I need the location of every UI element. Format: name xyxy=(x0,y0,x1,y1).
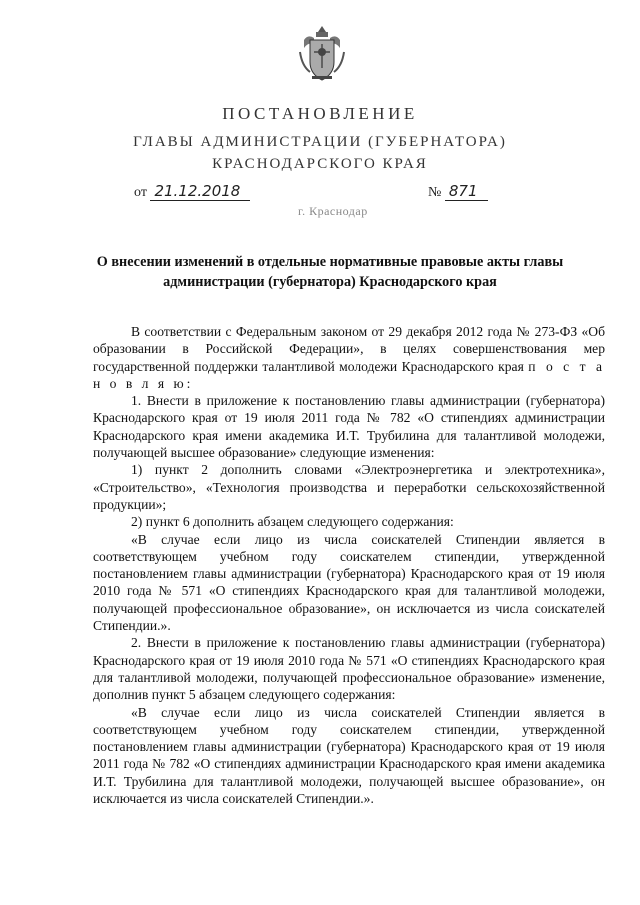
city-label: г. Краснодар xyxy=(298,204,368,218)
document-body xyxy=(93,323,605,807)
heading-line-1: О внесении изменений в отдельные нормативные правовые акты главы xyxy=(96,254,564,270)
heading-line-2: администрации (губернатора) Краснодарского края xyxy=(163,274,497,290)
date-prefix: от xyxy=(134,185,147,200)
issuer-line-2: КРАСНОДАРСКОГО КРАЯ xyxy=(212,156,428,172)
date-line xyxy=(134,182,250,201)
document-heading xyxy=(60,252,600,292)
paragraph-subitem-2: 2) пункт 6 дополнить абзацем следующего содержания: xyxy=(131,514,454,530)
number-prefix: № xyxy=(428,185,442,200)
preamble-text: В соответствии с Федеральным законом от 29 декабря 2012 года № 273-ФЗ «Об образовании в Российской Федерации», в целях совершенствования мер государственной поддержки талантливой молодежи Краснодарского края xyxy=(93,324,605,374)
coat-of-arms-icon xyxy=(296,22,348,84)
date-value: 21.12.2018 xyxy=(150,182,250,201)
issuer-line-1: ГЛАВЫ АДМИНИСТРАЦИИ (ГУБЕРНАТОРА) xyxy=(133,134,507,150)
number-value: 871 xyxy=(445,182,488,201)
paragraph-item-2: 2. Внести в приложение к постановлению главы администрации (губернатора) Краснодарского края от 19 июля 2010 года № 571 «О стипендиях Краснодарского края для талантливой молодежи, получающей профессиональное образование» изменение, дополнив пункт 5 абзацем следующего содержания: xyxy=(93,635,605,703)
decree-word: п о с т а н о в л я ю: xyxy=(93,358,605,391)
number-line xyxy=(428,182,488,201)
document-type-title: ПОСТАНОВЛЕНИЕ xyxy=(222,104,418,123)
paragraph-quote-1: «В случае если лицо из числа соискателей Стипендии является в соответствующем учебном году соискателем стипендии, утвержденной постановлением главы администрации (губернатора) Краснодарского края от 19 июля 2010 года № 571 «О стипендиях Краснодарского края для талантливой молодежи, получающей профессиональное образование», он исключается из числа соискателей Стипендии.». xyxy=(93,531,605,634)
paragraph-quote-2: «В случае если лицо из числа соискателей Стипендии является в соответствующем учебном году соискателем стипендии, утвержденной постановлением главы администрации (губернатора) Краснодарского края от 19 июля 2011 года № 782 «О стипендиях администрации Краснодарского края имени академика И.Т. Трубилина для талантливой молодежи, получающей высшее образование», он исключается из числа соискателей Стипендии.». xyxy=(93,704,605,807)
paragraph-preamble xyxy=(93,323,605,392)
paragraph-subitem-1: 1) пункт 2 дополнить словами «Электроэнергетика и электротехника», «Строительство», «Технология производства и переработки сельскохозяйственной продукции»; xyxy=(93,462,605,512)
paragraph-item-1: 1. Внести в приложение к постановлению главы администрации (губернатора) Краснодарского края от 19 июля 2011 года № 782 «О стипендиях администрации Краснодарского края имени академика И.Т. Трубилина для талантливой молодежи, получающей высшее образование» следующие изменения: xyxy=(93,393,605,461)
